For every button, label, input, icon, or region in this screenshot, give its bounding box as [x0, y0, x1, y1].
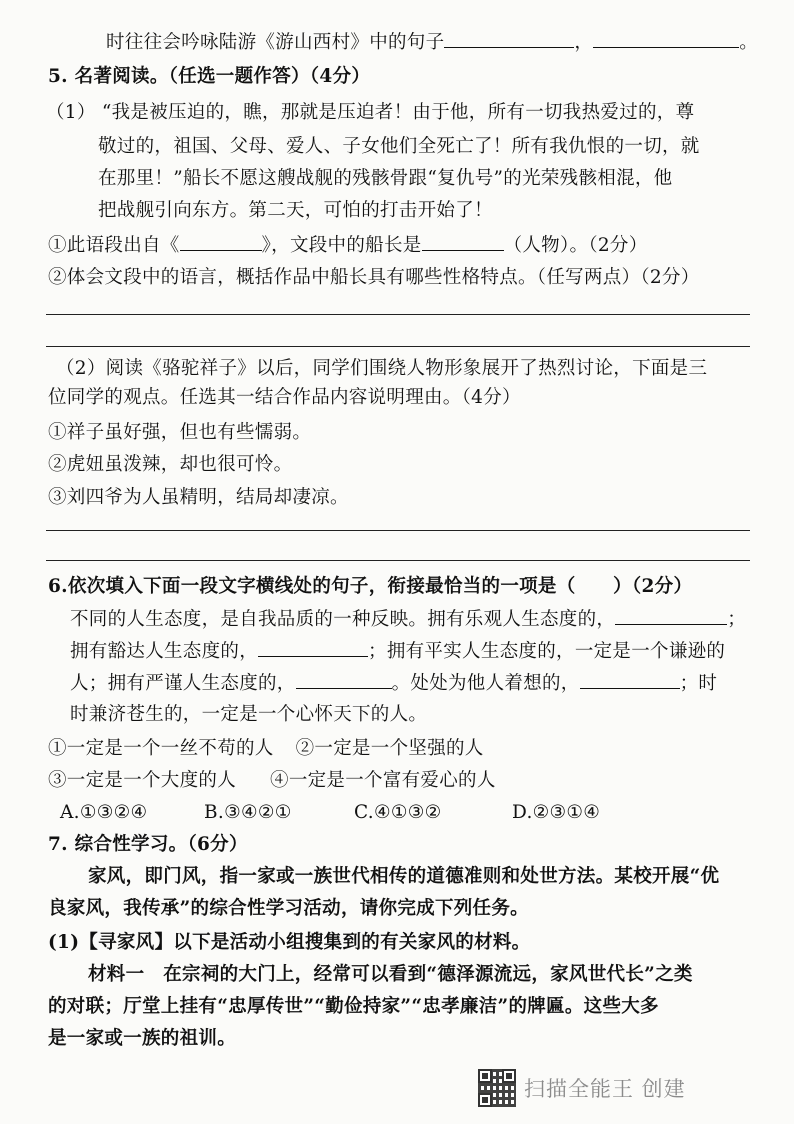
material-1: 材料一 在宗祠的大门上，经常可以看到“德泽源流远，家风世代长”之类 — [88, 964, 693, 985]
passage-line: 把战舰引向东方。第二天，可怕的打击开始了！ — [98, 200, 493, 221]
answer-choice-d[interactable]: D.②③①④ — [512, 802, 601, 823]
fill-blank-1[interactable] — [615, 606, 727, 625]
answer-blank[interactable] — [593, 29, 739, 48]
fill-blank-2[interactable] — [258, 638, 368, 657]
q5-2-intro: （2）阅读《骆驼祥子》以后，同学们围绕人物形象展开了热烈讨论，下面是三 — [56, 358, 708, 379]
answer-choice-a[interactable]: A.①③②④ — [60, 802, 148, 823]
scanner-watermark — [478, 1068, 686, 1108]
q6-paragraph: 不同的人生态度，是自我品质的一种反映。拥有乐观人生态度的， ； — [70, 606, 746, 633]
sentence-option-4: ④一定是一个富有爱心的人 — [270, 770, 496, 791]
passage-line: 在那里！”船长不愿这艘战舰的残骸骨跟“复仇号”的光荣残骸相混，他 — [98, 168, 673, 189]
poem-line: 时往往会吟咏陆游《游山西村》中的句子 ， 。 — [106, 29, 758, 56]
sentence-option-3: ③一定是一个大度的人 — [48, 770, 237, 791]
fill-blank-4[interactable] — [580, 670, 680, 689]
opinion-1: ①祥子虽好强，但也有些懦弱。 — [48, 422, 312, 443]
q6-options-row — [48, 768, 496, 794]
fill-blank-3[interactable] — [296, 670, 392, 689]
answer-blank[interactable] — [444, 29, 574, 48]
q7-intro: 良家风，我传承”的综合性学习活动，请你完成下列任务。 — [48, 898, 529, 919]
q5-1-question-2: ②体会文段中的语言，概括作品中船长具有哪些性格特点。（任写两点）（2分） — [48, 267, 700, 288]
q6-paragraph: 时兼济苍生的，一定是一个心怀天下的人。 — [70, 704, 428, 725]
opinion-3: ③刘四爷为人虽精明，结局却凄凉。 — [48, 487, 349, 508]
opinion-2: ②虎妞虽泼辣，却也很可怜。 — [48, 454, 293, 475]
sentence-option-2: ②一定是一个坚强的人 — [295, 738, 484, 759]
q6-paragraph: 拥有豁达人生态度的， ；拥有平实人生态度的，一定是一个谦逊的 — [70, 638, 725, 665]
passage-line: 敬过的，祖国、父母、爱人、子女他们全死亡了！所有我仇恨的一切，就 — [98, 136, 700, 157]
answer-line[interactable] — [46, 346, 750, 347]
answer-choice-c[interactable]: C.④①③② — [354, 802, 442, 823]
sentence-option-1: ①一定是一个一丝不苟的人 — [48, 738, 274, 759]
material-1: 的对联；厅堂上挂有“忠厚传世”“勤俭持家”“忠孝廉洁”的牌匾。这些大多 — [48, 996, 659, 1017]
q5-1-question-1: ①此语段出自《 》，文段中的船长是 （人物）。（2分） — [48, 232, 648, 259]
answer-line[interactable] — [46, 314, 750, 315]
qr-code-icon — [478, 1069, 516, 1107]
q6-paragraph: 人；拥有严谨人生态度的， 。处处为他人着想的， ；时 — [70, 670, 717, 697]
answer-choice-b[interactable]: B.③④②① — [204, 802, 292, 823]
material-1: 是一家或一族的祖训。 — [48, 1028, 237, 1049]
watermark-text: 扫描全能王 创建 — [524, 1077, 686, 1101]
q6-answers — [60, 800, 600, 826]
answer-line[interactable] — [46, 560, 750, 561]
book-title-blank[interactable] — [180, 232, 262, 251]
q5-2-intro: 位同学的观点。任选其一结合作品内容说明理由。（4分） — [48, 387, 521, 408]
character-blank[interactable] — [422, 232, 504, 251]
q7-task-1: (1)【寻家风】以下是活动小组搜集到的有关家风的材料。 — [48, 932, 531, 953]
passage-line: （1） “我是被压迫的，瞧，那就是压迫者！由于他，所有一切我热爱过的，尊 — [46, 102, 695, 123]
q6-title: 6.依次填入下面一段文字横线处的句子，衔接最恰当的一项是（ ）（2分） — [48, 576, 693, 597]
q7-title: 7. 综合性学习。（6分） — [48, 834, 248, 855]
q6-options-row — [48, 736, 484, 762]
q7-intro: 家风，即门风，指一家或一族世代相传的道德准则和处世方法。某校开展“优 — [88, 866, 720, 887]
q5-title: 5. 名著阅读。（任选一题作答）（4分） — [48, 66, 371, 87]
answer-line[interactable] — [46, 530, 750, 531]
